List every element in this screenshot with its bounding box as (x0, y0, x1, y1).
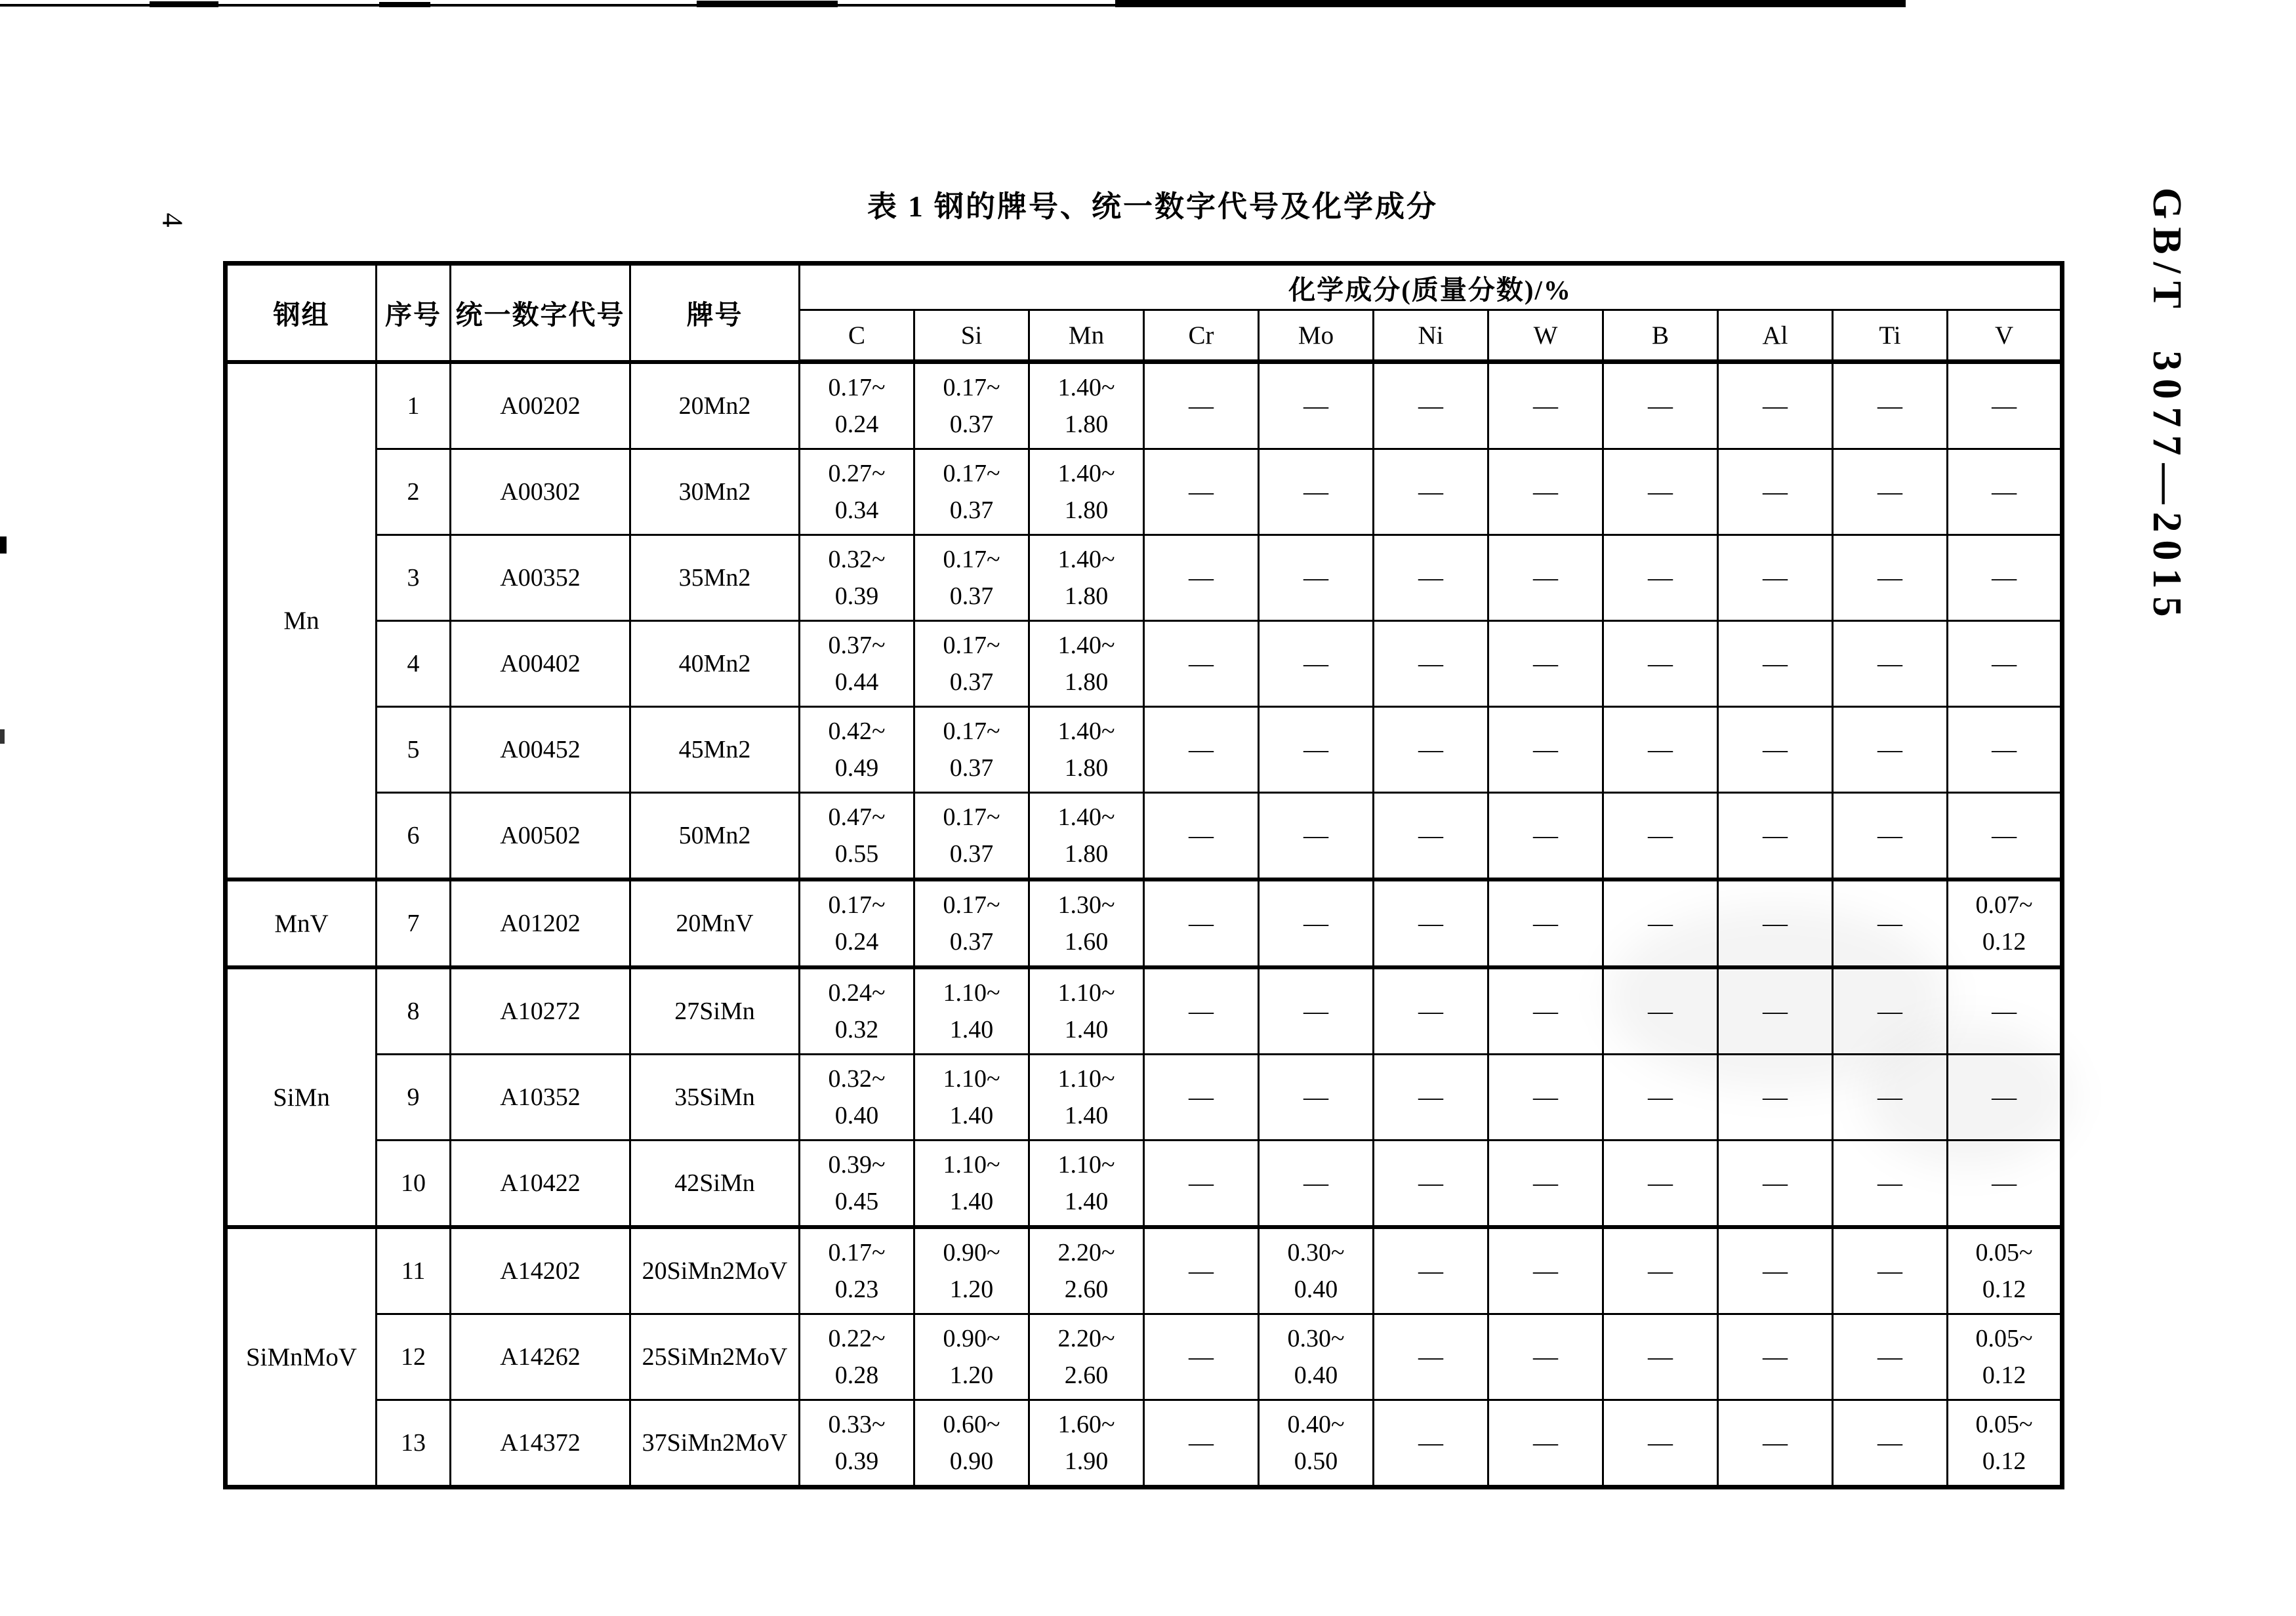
cell-composition-V: 0.07~ 0.12 (1948, 879, 2062, 967)
cell-composition-Mn: 1.40~ 1.80 (1029, 621, 1144, 707)
cell-composition-Mn: 1.10~ 1.40 (1029, 967, 1144, 1055)
cell-composition-Cr: — (1144, 362, 1259, 449)
cell-composition-W: — (1488, 1314, 1603, 1400)
cell-serial: 3 (377, 535, 451, 621)
cell-composition-Mo: — (1259, 707, 1374, 793)
cell-unified-code: A10272 (451, 967, 630, 1055)
cell-composition-W: — (1488, 967, 1603, 1055)
cell-composition-Ni: — (1374, 1055, 1488, 1141)
steel-composition-table (223, 261, 2064, 1489)
cell-serial: 10 (377, 1141, 451, 1228)
cell-composition-Cr: — (1144, 793, 1259, 880)
cell-composition-Cr: — (1144, 879, 1259, 967)
scan-artifact (0, 729, 5, 744)
cell-unified-code: A14372 (451, 1400, 630, 1487)
cell-composition-V: — (1948, 967, 2062, 1055)
cell-composition-Mn: 1.60~ 1.90 (1029, 1400, 1144, 1487)
cell-composition-C: 0.37~ 0.44 (800, 621, 914, 707)
cell-composition-Al: — (1718, 1227, 1833, 1314)
cell-grade: 45Mn2 (630, 707, 800, 793)
cell-composition-V: — (1948, 707, 2062, 793)
cell-composition-B: — (1603, 621, 1718, 707)
header-element-Al: Al (1718, 310, 1833, 362)
header-serial: 序号 (377, 264, 451, 362)
table-row (226, 1314, 2062, 1400)
header-steel-group: 钢组 (226, 264, 377, 362)
cell-steel-group: Mn (226, 362, 377, 880)
cell-grade: 35Mn2 (630, 535, 800, 621)
cell-composition-W: — (1488, 1227, 1603, 1314)
header-element-B: B (1603, 310, 1718, 362)
cell-composition-Si: 0.17~ 0.37 (914, 879, 1029, 967)
cell-composition-Mo: — (1259, 1141, 1374, 1228)
cell-composition-B: — (1603, 449, 1718, 535)
cell-serial: 5 (377, 707, 451, 793)
cell-composition-Ni: — (1374, 621, 1488, 707)
scan-artifact (697, 1, 838, 7)
cell-composition-V: — (1948, 793, 2062, 880)
cell-composition-Mn: 1.40~ 1.80 (1029, 707, 1144, 793)
cell-composition-Mn: 1.10~ 1.40 (1029, 1055, 1144, 1141)
cell-composition-B: — (1603, 879, 1718, 967)
cell-composition-W: — (1488, 1055, 1603, 1141)
cell-composition-Si: 0.17~ 0.37 (914, 535, 1029, 621)
cell-unified-code: A01202 (451, 879, 630, 967)
cell-composition-B: — (1603, 1314, 1718, 1400)
table-row (226, 967, 2062, 1055)
cell-composition-Al: — (1718, 1400, 1833, 1487)
cell-composition-B: — (1603, 707, 1718, 793)
cell-composition-Mo: — (1259, 793, 1374, 880)
cell-composition-Al: — (1718, 362, 1833, 449)
cell-serial: 7 (377, 879, 451, 967)
cell-composition-Ti: — (1833, 535, 1948, 621)
cell-composition-Al: — (1718, 535, 1833, 621)
cell-composition-Cr: — (1144, 1141, 1259, 1228)
cell-composition-Cr: — (1144, 967, 1259, 1055)
cell-composition-W: — (1488, 1141, 1603, 1228)
cell-grade: 20SiMn2MoV (630, 1227, 800, 1314)
cell-composition-Ti: — (1833, 707, 1948, 793)
cell-grade: 37SiMn2MoV (630, 1400, 800, 1487)
cell-composition-Ni: — (1374, 1314, 1488, 1400)
cell-composition-C: 0.32~ 0.40 (800, 1055, 914, 1141)
cell-composition-Cr: — (1144, 535, 1259, 621)
cell-serial: 13 (377, 1400, 451, 1487)
cell-composition-Al: — (1718, 449, 1833, 535)
cell-steel-group: SiMn (226, 967, 377, 1227)
standard-code: GB/T 3077—2015 (2144, 188, 2189, 625)
cell-composition-Ti: — (1833, 793, 1948, 880)
cell-composition-Al: — (1718, 793, 1833, 880)
cell-composition-Ti: — (1833, 449, 1948, 535)
cell-composition-Al: — (1718, 1055, 1833, 1141)
cell-composition-Ti: — (1833, 1227, 1948, 1314)
cell-serial: 4 (377, 621, 451, 707)
cell-composition-Si: 0.17~ 0.37 (914, 449, 1029, 535)
cell-serial: 1 (377, 362, 451, 449)
cell-composition-Cr: — (1144, 1227, 1259, 1314)
cell-composition-Ni: — (1374, 449, 1488, 535)
cell-composition-Ti: — (1833, 621, 1948, 707)
cell-composition-Al: — (1718, 967, 1833, 1055)
cell-composition-Cr: — (1144, 1314, 1259, 1400)
cell-unified-code: A00402 (451, 621, 630, 707)
table-title: 表 1 钢的牌号、统一数字代号及化学成分 (867, 190, 1439, 223)
cell-composition-B: — (1603, 793, 1718, 880)
cell-composition-Mn: 1.10~ 1.40 (1029, 1141, 1144, 1228)
cell-serial: 12 (377, 1314, 451, 1400)
cell-composition-B: — (1603, 1400, 1718, 1487)
cell-unified-code: A00452 (451, 707, 630, 793)
cell-composition-Ni: — (1374, 879, 1488, 967)
cell-composition-Mn: 1.40~ 1.80 (1029, 449, 1144, 535)
cell-composition-Si: 0.90~ 1.20 (914, 1314, 1029, 1400)
table-row (226, 879, 2062, 967)
cell-composition-Ni: — (1374, 793, 1488, 880)
cell-composition-V: — (1948, 1055, 2062, 1141)
cell-composition-Ni: — (1374, 1141, 1488, 1228)
cell-composition-W: — (1488, 707, 1603, 793)
cell-composition-C: 0.42~ 0.49 (800, 707, 914, 793)
cell-composition-Ni: — (1374, 707, 1488, 793)
cell-composition-Cr: — (1144, 1400, 1259, 1487)
cell-grade: 40Mn2 (630, 621, 800, 707)
cell-composition-Ti: — (1833, 967, 1948, 1055)
cell-serial: 8 (377, 967, 451, 1055)
cell-composition-W: — (1488, 449, 1603, 535)
cell-composition-Ti: — (1833, 1314, 1948, 1400)
cell-composition-Si: 0.60~ 0.90 (914, 1400, 1029, 1487)
cell-composition-W: — (1488, 362, 1603, 449)
cell-composition-Mn: 1.40~ 1.80 (1029, 793, 1144, 880)
cell-composition-Cr: — (1144, 707, 1259, 793)
cell-composition-W: — (1488, 621, 1603, 707)
header-element-Ti: Ti (1833, 310, 1948, 362)
cell-composition-V: — (1948, 535, 2062, 621)
table-row (226, 1227, 2062, 1314)
cell-unified-code: A00352 (451, 535, 630, 621)
cell-composition-V: — (1948, 362, 2062, 449)
cell-composition-Ni: — (1374, 535, 1488, 621)
cell-steel-group: SiMnMoV (226, 1227, 377, 1487)
header-element-Mn: Mn (1029, 310, 1144, 362)
cell-grade: 25SiMn2MoV (630, 1314, 800, 1400)
cell-composition-Mn: 1.40~ 1.80 (1029, 362, 1144, 449)
header-element-Ni: Ni (1374, 310, 1488, 362)
cell-composition-Ni: — (1374, 1400, 1488, 1487)
table-row (226, 449, 2062, 535)
cell-composition-Mn: 1.40~ 1.80 (1029, 535, 1144, 621)
header-element-V: V (1948, 310, 2062, 362)
scan-artifact (150, 1, 218, 7)
cell-composition-Ti: — (1833, 879, 1948, 967)
header-element-Cr: Cr (1144, 310, 1259, 362)
cell-composition-Mo: 0.30~ 0.40 (1259, 1314, 1374, 1400)
cell-grade: 27SiMn (630, 967, 800, 1055)
cell-composition-V: 0.05~ 0.12 (1948, 1227, 2062, 1314)
cell-composition-B: — (1603, 1227, 1718, 1314)
cell-composition-Si: 1.10~ 1.40 (914, 967, 1029, 1055)
cell-composition-C: 0.17~ 0.24 (800, 879, 914, 967)
cell-serial: 6 (377, 793, 451, 880)
cell-composition-Cr: — (1144, 449, 1259, 535)
cell-grade: 20Mn2 (630, 362, 800, 449)
header-element-W: W (1488, 310, 1603, 362)
cell-composition-Mo: — (1259, 621, 1374, 707)
cell-composition-W: — (1488, 535, 1603, 621)
cell-composition-W: — (1488, 793, 1603, 880)
header-element-Mo: Mo (1259, 310, 1374, 362)
cell-composition-Ni: — (1374, 1227, 1488, 1314)
cell-composition-C: 0.27~ 0.34 (800, 449, 914, 535)
cell-composition-Mo: — (1259, 967, 1374, 1055)
scan-artifact (1115, 0, 1906, 7)
cell-unified-code: A00302 (451, 449, 630, 535)
cell-composition-Ni: — (1374, 362, 1488, 449)
cell-unified-code: A00502 (451, 793, 630, 880)
cell-composition-C: 0.32~ 0.39 (800, 535, 914, 621)
cell-composition-Cr: — (1144, 621, 1259, 707)
cell-composition-Mo: — (1259, 535, 1374, 621)
cell-composition-B: — (1603, 1055, 1718, 1141)
cell-composition-Mn: 2.20~ 2.60 (1029, 1314, 1144, 1400)
cell-composition-W: — (1488, 879, 1603, 967)
cell-serial: 11 (377, 1227, 451, 1314)
cell-grade: 30Mn2 (630, 449, 800, 535)
cell-composition-V: 0.05~ 0.12 (1948, 1400, 2062, 1487)
cell-composition-C: 0.47~ 0.55 (800, 793, 914, 880)
table-row (226, 535, 2062, 621)
cell-composition-Al: — (1718, 621, 1833, 707)
cell-composition-Al: — (1718, 1314, 1833, 1400)
cell-composition-Si: 0.17~ 0.37 (914, 362, 1029, 449)
cell-grade: 35SiMn (630, 1055, 800, 1141)
scan-artifact (0, 536, 7, 554)
cell-composition-B: — (1603, 967, 1718, 1055)
header-element-Si: Si (914, 310, 1029, 362)
cell-composition-C: 0.24~ 0.32 (800, 967, 914, 1055)
cell-composition-Si: 1.10~ 1.40 (914, 1055, 1029, 1141)
cell-composition-Mn: 1.30~ 1.60 (1029, 879, 1144, 967)
cell-unified-code: A00202 (451, 362, 630, 449)
page-number: 4 (156, 212, 189, 228)
cell-composition-C: 0.17~ 0.24 (800, 362, 914, 449)
cell-composition-Cr: — (1144, 1055, 1259, 1141)
cell-composition-Ti: — (1833, 1400, 1948, 1487)
cell-unified-code: A14262 (451, 1314, 630, 1400)
header-grade: 牌号 (630, 264, 800, 362)
cell-grade: 20MnV (630, 879, 800, 967)
scan-artifact (379, 2, 430, 7)
cell-composition-Si: 0.17~ 0.37 (914, 793, 1029, 880)
cell-serial: 2 (377, 449, 451, 535)
cell-composition-C: 0.22~ 0.28 (800, 1314, 914, 1400)
cell-composition-Mo: — (1259, 879, 1374, 967)
cell-composition-V: — (1948, 1141, 2062, 1228)
cell-composition-C: 0.39~ 0.45 (800, 1141, 914, 1228)
cell-composition-V: — (1948, 621, 2062, 707)
cell-composition-Si: 1.10~ 1.40 (914, 1141, 1029, 1228)
cell-composition-Mo: — (1259, 362, 1374, 449)
cell-composition-Ti: — (1833, 1141, 1948, 1228)
cell-composition-Mo: 0.40~ 0.50 (1259, 1400, 1374, 1487)
table-row (226, 707, 2062, 793)
cell-unified-code: A10422 (451, 1141, 630, 1228)
table-row (226, 362, 2062, 449)
cell-composition-Si: 0.17~ 0.37 (914, 621, 1029, 707)
cell-composition-W: — (1488, 1400, 1603, 1487)
table-row (226, 793, 2062, 880)
cell-composition-B: — (1603, 535, 1718, 621)
cell-composition-Mo: 0.30~ 0.40 (1259, 1227, 1374, 1314)
cell-composition-C: 0.33~ 0.39 (800, 1400, 914, 1487)
cell-composition-Mo: — (1259, 1055, 1374, 1141)
cell-composition-Al: — (1718, 879, 1833, 967)
header-composition: 化学成分(质量分数)/% (800, 264, 2062, 310)
cell-grade: 42SiMn (630, 1141, 800, 1228)
cell-composition-B: — (1603, 1141, 1718, 1228)
table-row (226, 1141, 2062, 1228)
cell-serial: 9 (377, 1055, 451, 1141)
table-row (226, 1400, 2062, 1487)
cell-composition-Al: — (1718, 1141, 1833, 1228)
table-row (226, 1055, 2062, 1141)
cell-composition-Ti: — (1833, 362, 1948, 449)
cell-composition-V: — (1948, 449, 2062, 535)
cell-composition-Ni: — (1374, 967, 1488, 1055)
cell-composition-Si: 0.17~ 0.37 (914, 707, 1029, 793)
cell-grade: 50Mn2 (630, 793, 800, 880)
cell-composition-Mo: — (1259, 449, 1374, 535)
table-row (226, 621, 2062, 707)
cell-unified-code: A14202 (451, 1227, 630, 1314)
cell-unified-code: A10352 (451, 1055, 630, 1141)
header-element-C: C (800, 310, 914, 362)
cell-composition-Si: 0.90~ 1.20 (914, 1227, 1029, 1314)
cell-composition-Ti: — (1833, 1055, 1948, 1141)
cell-composition-Mn: 2.20~ 2.60 (1029, 1227, 1144, 1314)
cell-composition-B: — (1603, 362, 1718, 449)
cell-steel-group: MnV (226, 879, 377, 967)
header-unified-code: 统一数字代号 (451, 264, 630, 362)
cell-composition-Al: — (1718, 707, 1833, 793)
cell-composition-V: 0.05~ 0.12 (1948, 1314, 2062, 1400)
cell-composition-C: 0.17~ 0.23 (800, 1227, 914, 1314)
